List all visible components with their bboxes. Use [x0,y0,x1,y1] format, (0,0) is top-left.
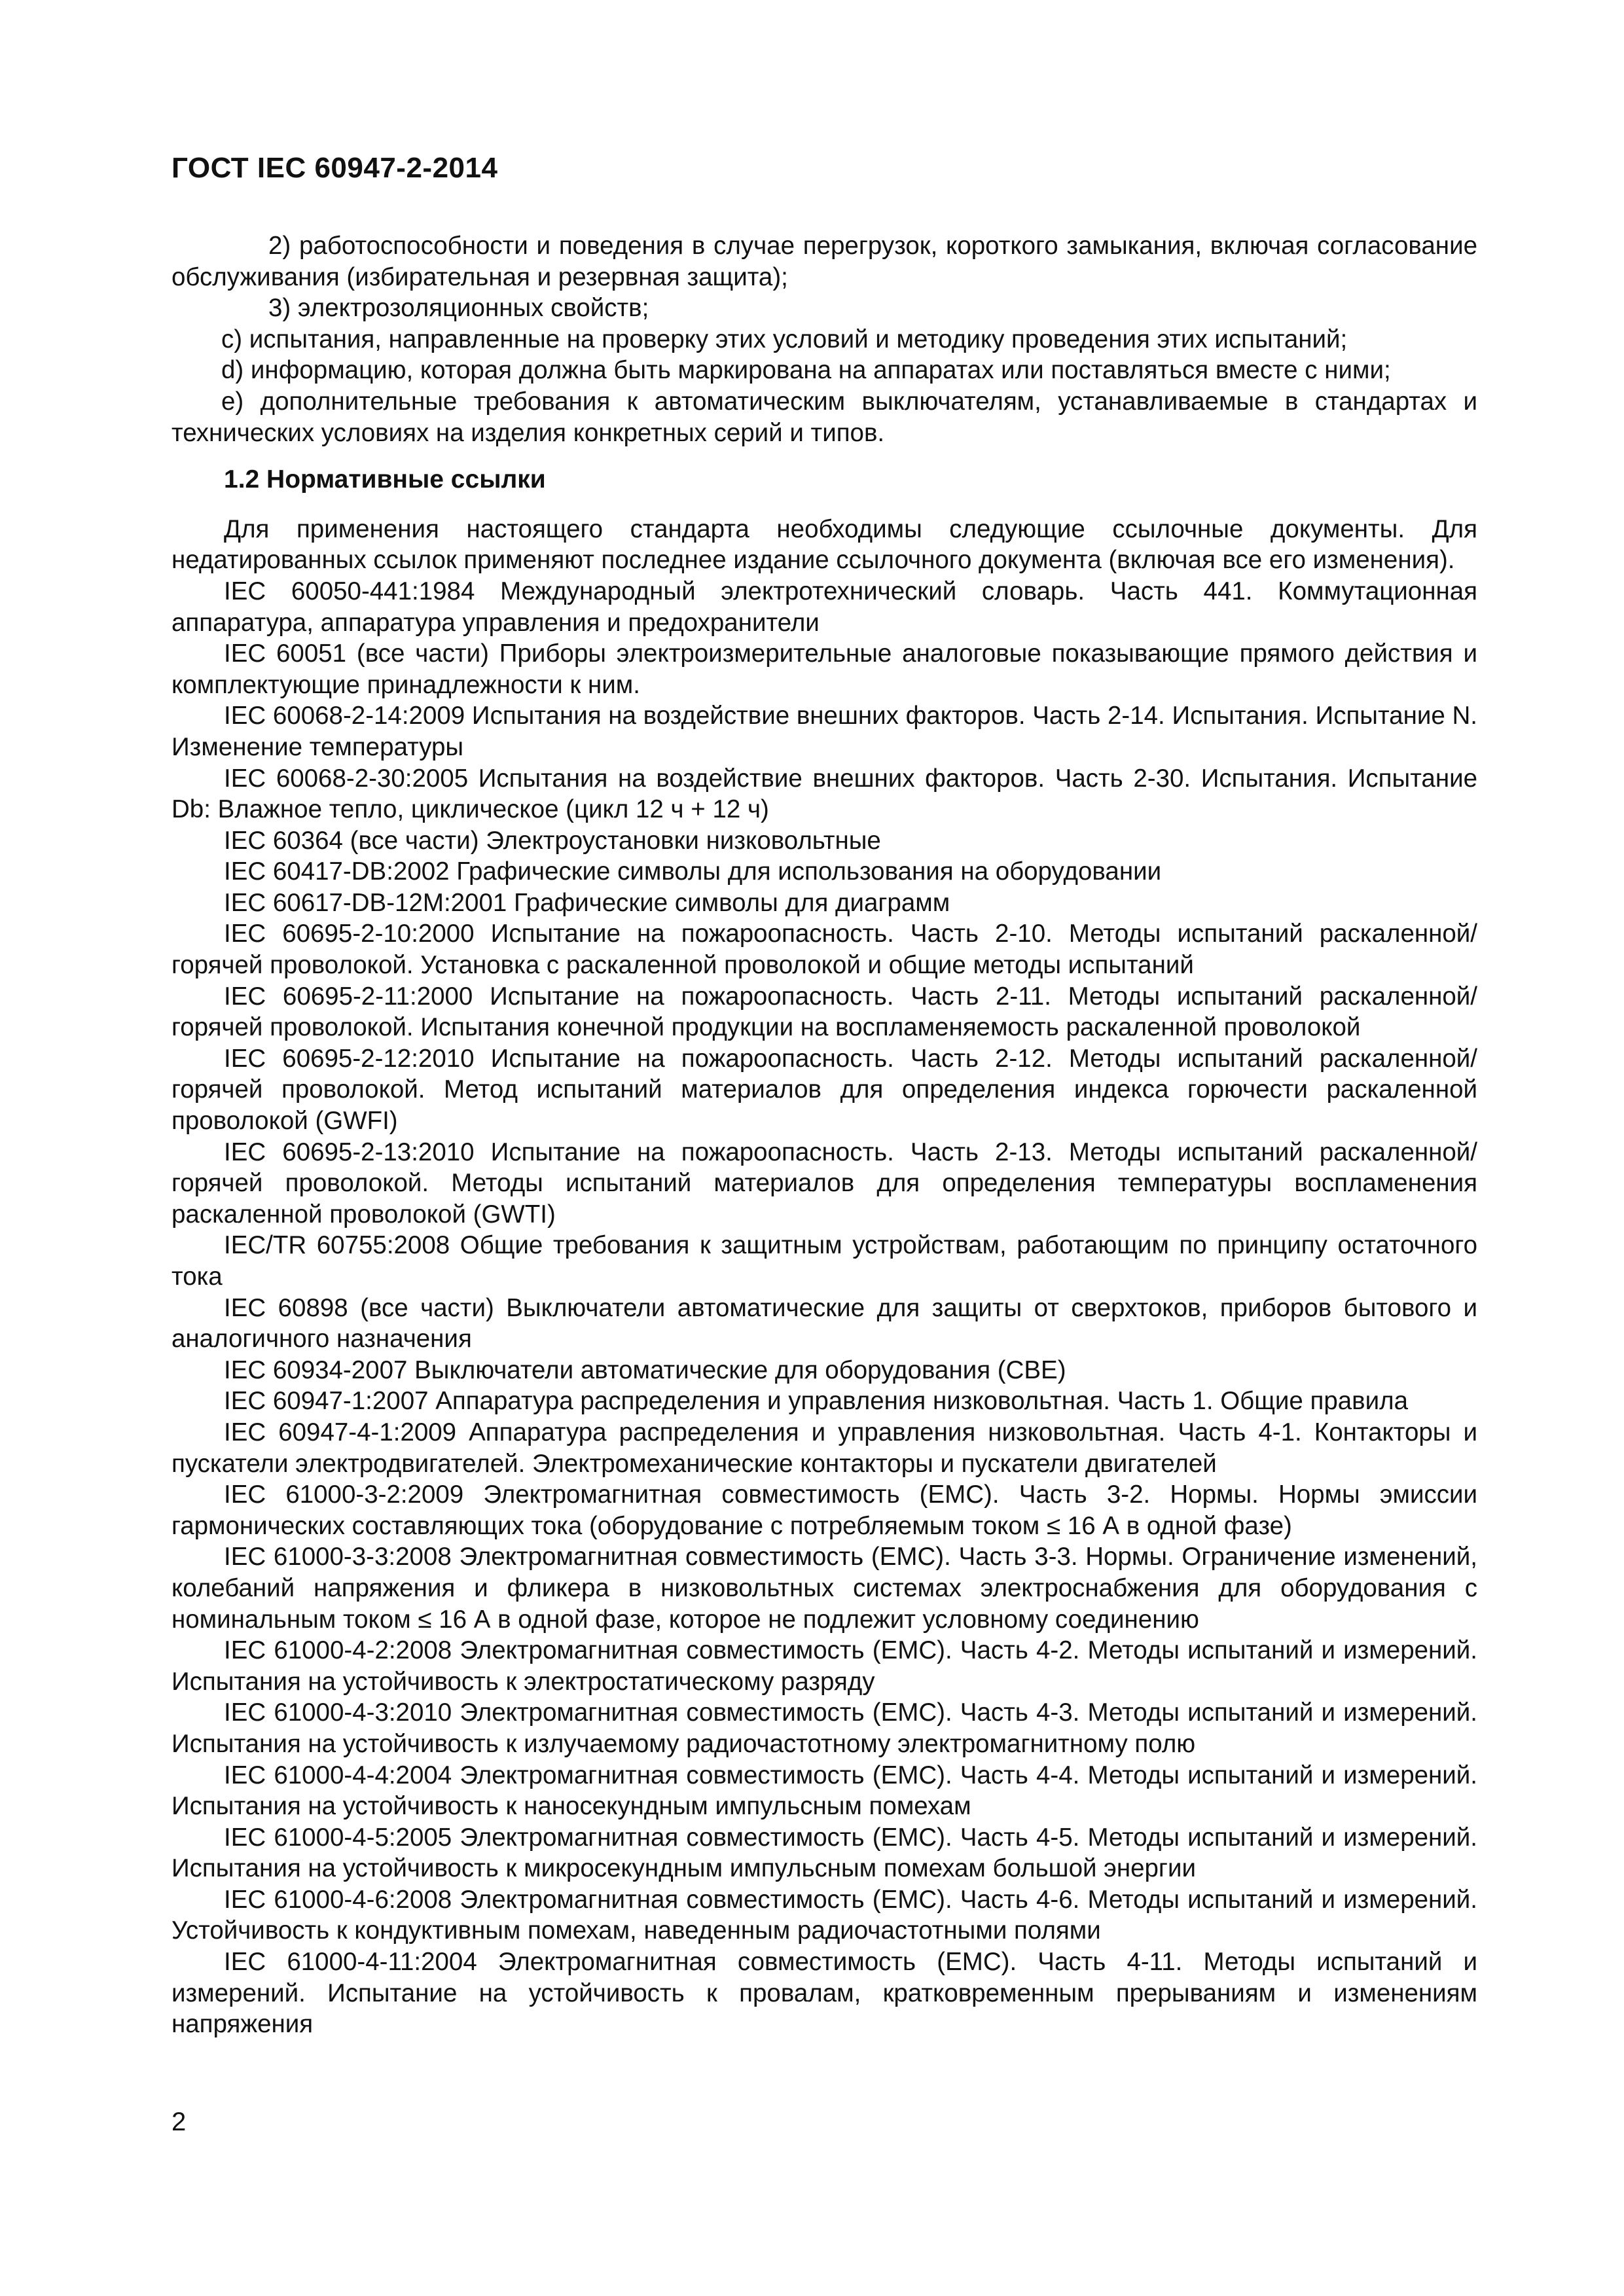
section-title: 1.2 Нормативные ссылки [224,465,546,494]
reference-item: IEC 61000-3-2:2009 Электромагнитная совместимость (ЕМС). Часть 3-2. Нормы. Нормы эмиссии гармонических составляющих тока (оборудование с потребляемым током ≤ 16 А в одной фазе) [171,1480,1477,1540]
reference-item: IEC 60051 (все части) Приборы электроизмерительные аналоговые показывающие прямого действия и комплектующие принадлежности к ним. [171,639,1477,699]
intro-paragraph: 2) работоспособности и поведения в случае перегрузок, короткого замыкания, включая согласование обслуживания (избирательная и резервная защита); [171,232,1477,291]
reference-item: IEC 60050-441:1984 Международный электротехнический словарь. Часть 441. Коммутационная аппаратура, аппаратура управления и предохранители [171,577,1477,637]
reference-item: IEC 60068-2-30:2005 Испытания на воздействие внешних факторов. Часть 2-30. Испытания. Испытание Db: Влажное тепло, циклическое (цикл 12 ч + 12 ч) [171,764,1477,824]
reference-item: IEC 61000-4-4:2004 Электромагнитная совместимость (ЕМС). Часть 4-4. Методы испытаний и измерений. Испытания на устойчивость к наносекундным импульсным помехам [171,1761,1477,1821]
reference-item: IEC 60947-4-1:2009 Аппаратура распределения и управления низковольтная. Часть 4-1. Контакторы и пускатели электродвигателей. Электромеханические контакторы и пускатели двигателей [171,1418,1477,1478]
reference-item: IEC 60695-2-12:2010 Испытание на пожароопасность. Часть 2-12. Методы испытаний раскаленной/горячей проволокой. Метод испытаний материалов для определения индекса горючести раскаленной проволокой (GWFI) [171,1044,1477,1136]
reference-item: IEC/TR 60755:2008 Общие требования к защитным устройствам, работающим по принципу остаточного тока [171,1231,1477,1291]
reference-item: IEC 61000-4-3:2010 Электромагнитная совместимость (ЕМС). Часть 4-3. Методы испытаний и измерений. Испытания на устойчивость к излучаемому радиочастотному электромагнитному полю [171,1698,1477,1758]
reference-list [171,576,1477,2040]
reference-item: IEC 60617-DB-12M:2001 Графические символы для диаграмм [224,888,950,917]
reference-item: IEC 60947-1:2007 Аппаратура распределения и управления низковольтная. Часть 1. Общие правила [224,1387,1409,1416]
document-header: ГОСТ IEC 60947-2-2014 [171,152,498,184]
reference-item: IEC 60695-2-10:2000 Испытание на пожароопасность. Часть 2-10. Методы испытаний раскаленной/горячей проволокой. Установка с раскаленной проволокой и общие методы испытаний [171,920,1477,980]
reference-item: IEC 60934-2007 Выключатели автоматические для оборудования (СВЕ) [224,1355,1066,1384]
reference-item: IEC 60898 (все части) Выключатели автоматические для защиты от сверхтоков, приборов бытового и аналогичного назначения [171,1293,1477,1354]
reference-item: IEC 61000-4-2:2008 Электромагнитная совместимость (ЕМС). Часть 4-2. Методы испытаний и измерений. Испытания на устойчивость к электростатическому разряду [171,1636,1477,1696]
reference-item: IEC 61000-4-5:2005 Электромагнитная совместимость (ЕМС). Часть 4-5. Методы испытаний и измерений. Испытания на устойчивость к микросекундным импульсным помехам большой энергии [171,1823,1477,1883]
reference-item: IEC 60695-2-13:2010 Испытание на пожароопасность. Часть 2-13. Методы испытаний раскаленной/горячей проволокой. Методы испытаний материалов для определения температуры воспламенения раскаленной проволокой (GWTI) [171,1138,1477,1229]
reference-item: IEC 61000-4-11:2004 Электромагнитная совместимость (ЕМС). Часть 4-11. Методы испытаний и измерений. Испытание на устойчивость к провалам, кратковременным прерываниям и изменениям напряжения [171,1948,1477,2039]
document-body [171,230,1477,2040]
intro-list [171,230,1477,448]
reference-item: IEC 60695-2-11:2000 Испытание на пожароопасность. Часть 2-11. Методы испытаний раскаленной/горячей проволокой. Испытания конечной продукции на воспламеняемость раскаленной проволокой [171,982,1477,1042]
reference-item: IEC 61000-3-3:2008 Электромагнитная совместимость (ЕМС). Часть 3-3. Нормы. Ограничение изменений, колебаний напряжения и фликера в низковольтных системах электроснабжения для оборудования с номинальным током ≤ 16 А в одной фазе, которое не подлежит условному соединению [171,1543,1477,1634]
reference-item: IEC 60364 (все части) Электроустановки низковольтные [224,826,881,855]
intro-paragraph: 3) электрозоляционных свойств; [268,294,649,323]
reference-item: IEC 60417-DB:2002 Графические символы для использования на оборудовании [224,857,1162,886]
intro-paragraph: e) дополнительные требования к автоматическим выключателям, устанавливаемые в стандартах и технических условиях на изделия конкретных серий и типов. [171,387,1477,447]
intro-paragraph: d) информацию, которая должна быть маркирована на аппаратах или поставляться вместе с ними; [221,356,1391,385]
page-number: 2 [171,2108,187,2136]
reference-item: IEC 61000-4-6:2008 Электромагнитная совместимость (ЕМС). Часть 4-6. Методы испытаний и измерений. Устойчивость к кондуктивным помехам, наведенным радиочастотными полями [171,1885,1477,1945]
section-lead: Для применения настоящего стандарта необходимы следующие ссылочные документы. Для недатированных ссылок применяют последнее издание ссылочного документа (включая все его изменения). [171,514,1477,575]
reference-item: IEC 60068-2-14:2009 Испытания на воздействие внешних факторов. Часть 2-14. Испытания. Испытание N. Изменение температуры [171,702,1477,761]
intro-paragraph: c) испытания, направленные на проверку этих условий и методику проведения этих испытаний; [221,325,1348,353]
